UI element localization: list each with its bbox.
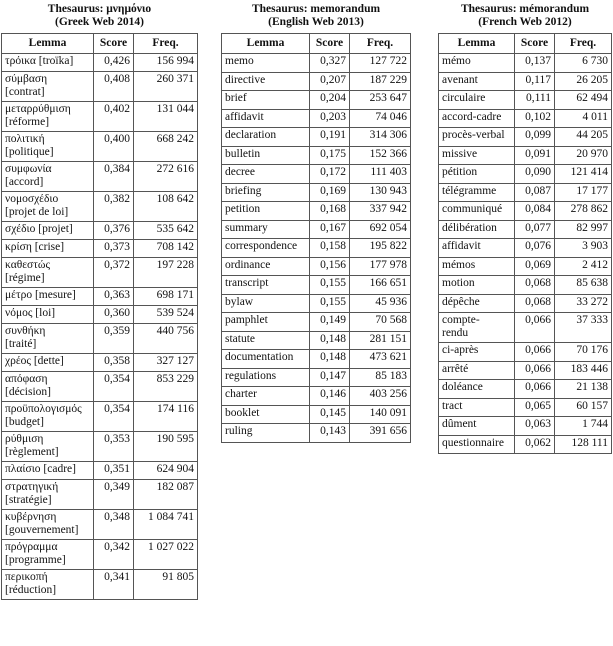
- table-row: [222, 405, 411, 424]
- lemma-cell: procès-verbal: [439, 128, 515, 147]
- freq-cell: 253 647: [350, 91, 411, 110]
- score-cell: 0,360: [94, 306, 134, 324]
- score-cell: 0,117: [515, 72, 555, 91]
- lemma-cell: compte- rendu: [439, 313, 515, 343]
- score-cell: 0,358: [94, 354, 134, 372]
- table-row: [439, 257, 612, 276]
- score-cell: 0,156: [310, 257, 350, 276]
- table-title-line1: Thesaurus: mémorandum: [460, 3, 590, 15]
- lemma-cell: transcript: [222, 276, 310, 295]
- score-cell: 0,069: [515, 257, 555, 276]
- table-row: [2, 306, 198, 324]
- freq-cell: 166 651: [350, 276, 411, 295]
- lemma-cell: tract: [439, 398, 515, 417]
- table-title-line2: (Greek Web 2014): [54, 16, 144, 28]
- freq-cell: 70 568: [350, 313, 411, 332]
- score-cell: 0,065: [515, 398, 555, 417]
- column-header-freq: Freq.: [555, 34, 612, 54]
- table-row: [222, 54, 411, 73]
- lemma-cell: délibération: [439, 220, 515, 239]
- lemma-cell: χρέος [dette]: [2, 354, 94, 372]
- table-row: [222, 424, 411, 443]
- lemma-cell: communiqué: [439, 202, 515, 221]
- score-cell: 0,158: [310, 239, 350, 258]
- table-row: [439, 313, 612, 343]
- freq-cell: 82 997: [555, 220, 612, 239]
- score-cell: 0,146: [310, 387, 350, 406]
- lemma-cell: avenant: [439, 72, 515, 91]
- freq-cell: 140 091: [350, 405, 411, 424]
- table-row: [439, 128, 612, 147]
- score-cell: 0,349: [94, 480, 134, 510]
- table-row: [2, 72, 198, 102]
- score-cell: 0,373: [94, 240, 134, 258]
- freq-cell: 391 656: [350, 424, 411, 443]
- freq-cell: 278 862: [555, 202, 612, 221]
- freq-cell: 708 142: [134, 240, 198, 258]
- table-row: [222, 72, 411, 91]
- table-row: [222, 109, 411, 128]
- score-cell: 0,155: [310, 294, 350, 313]
- lemma-cell: καθεστώς [régime]: [2, 258, 94, 288]
- table-title: [221, 1, 411, 33]
- score-cell: 0,351: [94, 462, 134, 480]
- header-row: [439, 34, 612, 54]
- table-row: [222, 239, 411, 258]
- table-body: [222, 54, 411, 443]
- score-cell: 0,168: [310, 202, 350, 221]
- lemma-cell: documentation: [222, 350, 310, 369]
- table-row: [439, 380, 612, 399]
- score-cell: 0,062: [515, 435, 555, 454]
- lemma-cell: decree: [222, 165, 310, 184]
- score-cell: 0,400: [94, 132, 134, 162]
- lemma-cell: questionnaire: [439, 435, 515, 454]
- score-cell: 0,359: [94, 324, 134, 354]
- table-row: [2, 402, 198, 432]
- freq-cell: 195 822: [350, 239, 411, 258]
- table-row: [2, 132, 198, 162]
- freq-cell: 121 414: [555, 165, 612, 184]
- lemma-cell: motion: [439, 276, 515, 295]
- table-row: [2, 54, 198, 72]
- score-cell: 0,155: [310, 276, 350, 295]
- freq-cell: 3 903: [555, 239, 612, 258]
- freq-cell: 272 616: [134, 162, 198, 192]
- freq-cell: 1 084 741: [134, 510, 198, 540]
- lemma-cell: doléance: [439, 380, 515, 399]
- freq-cell: 624 904: [134, 462, 198, 480]
- score-cell: 0,348: [94, 510, 134, 540]
- score-cell: 0,402: [94, 102, 134, 132]
- freq-cell: 1 744: [555, 417, 612, 436]
- lemma-cell: mémo: [439, 54, 515, 73]
- freq-cell: 2 412: [555, 257, 612, 276]
- table-row: [2, 372, 198, 402]
- lemma-cell: πολιτική [politique]: [2, 132, 94, 162]
- lemma-cell: απόφαση [décision]: [2, 372, 94, 402]
- lemma-cell: ρύθμιση [règlement]: [2, 432, 94, 462]
- freq-cell: 440 756: [134, 324, 198, 354]
- score-cell: 0,099: [515, 128, 555, 147]
- freq-cell: 327 127: [134, 354, 198, 372]
- table-row: [2, 102, 198, 132]
- freq-cell: 260 371: [134, 72, 198, 102]
- score-cell: 0,087: [515, 183, 555, 202]
- table-row: [222, 368, 411, 387]
- score-cell: 0,172: [310, 165, 350, 184]
- table-row: [439, 239, 612, 258]
- lemma-cell: arrêté: [439, 361, 515, 380]
- freq-cell: 853 229: [134, 372, 198, 402]
- header-row: [2, 34, 198, 54]
- lemma-cell: περικοπή [réduction]: [2, 570, 94, 600]
- score-cell: 0,149: [310, 313, 350, 332]
- lemma-cell: κυβέρνηση [gouvernement]: [2, 510, 94, 540]
- freq-cell: 539 524: [134, 306, 198, 324]
- thesaurus-table-english: [221, 1, 411, 443]
- freq-cell: 131 044: [134, 102, 198, 132]
- lemma-cell: summary: [222, 220, 310, 239]
- freq-cell: 182 087: [134, 480, 198, 510]
- table-row: [222, 91, 411, 110]
- lemma-cell: τρόικα [troïka]: [2, 54, 94, 72]
- lemma-cell: brief: [222, 91, 310, 110]
- score-cell: 0,426: [94, 54, 134, 72]
- lemma-cell: briefing: [222, 183, 310, 202]
- lemma-cell: accord-cadre: [439, 109, 515, 128]
- freq-cell: 190 595: [134, 432, 198, 462]
- lemma-cell: pamphlet: [222, 313, 310, 332]
- table-row: [222, 276, 411, 295]
- lemma-cell: πρόγραμμα [programme]: [2, 540, 94, 570]
- score-cell: 0,091: [515, 146, 555, 165]
- table-row: [222, 294, 411, 313]
- freq-cell: 17 177: [555, 183, 612, 202]
- freq-cell: 26 205: [555, 72, 612, 91]
- score-cell: 0,175: [310, 146, 350, 165]
- column-header-lemma: Lemma: [439, 34, 515, 54]
- lemma-cell: booklet: [222, 405, 310, 424]
- column-header-lemma: Lemma: [2, 34, 94, 54]
- freq-cell: 187 229: [350, 72, 411, 91]
- table-row: [2, 480, 198, 510]
- freq-cell: 74 046: [350, 109, 411, 128]
- lemma-cell: κρίση [crise]: [2, 240, 94, 258]
- table-row: [439, 183, 612, 202]
- column-header-score: Score: [94, 34, 134, 54]
- freq-cell: 85 638: [555, 276, 612, 295]
- score-cell: 0,363: [94, 288, 134, 306]
- freq-cell: 314 306: [350, 128, 411, 147]
- freq-cell: 698 171: [134, 288, 198, 306]
- score-cell: 0,376: [94, 222, 134, 240]
- lemma-cell: charter: [222, 387, 310, 406]
- table-row: [2, 354, 198, 372]
- freq-cell: 45 936: [350, 294, 411, 313]
- table-title-line1: Thesaurus: memorandum: [251, 3, 381, 15]
- header-row: [222, 34, 411, 54]
- lemma-cell: mémos: [439, 257, 515, 276]
- freq-cell: 33 272: [555, 294, 612, 313]
- table-row: [2, 432, 198, 462]
- table-row: [2, 258, 198, 288]
- column-header-score: Score: [310, 34, 350, 54]
- table-row: [2, 324, 198, 354]
- freq-cell: 85 183: [350, 368, 411, 387]
- lemma-cell: pétition: [439, 165, 515, 184]
- score-cell: 0,384: [94, 162, 134, 192]
- freq-cell: 156 994: [134, 54, 198, 72]
- lemma-cell: bulletin: [222, 146, 310, 165]
- lemma-cell: σχέδιο [projet]: [2, 222, 94, 240]
- table-row: [439, 361, 612, 380]
- thesaurus-table-french: [438, 1, 612, 454]
- lemma-cell: συμφωνία [accord]: [2, 162, 94, 192]
- table-body: [439, 54, 612, 454]
- table-row: [222, 387, 411, 406]
- table-row: [222, 146, 411, 165]
- lemma-cell: πλαίσιο [cadre]: [2, 462, 94, 480]
- score-cell: 0,076: [515, 239, 555, 258]
- table-row: [2, 192, 198, 222]
- score-cell: 0,102: [515, 109, 555, 128]
- score-cell: 0,145: [310, 405, 350, 424]
- table-row: [2, 462, 198, 480]
- table-row: [222, 350, 411, 369]
- table-row: [2, 240, 198, 258]
- freq-cell: 111 403: [350, 165, 411, 184]
- table-row: [222, 128, 411, 147]
- score-cell: 0,111: [515, 91, 555, 110]
- freq-cell: 473 621: [350, 350, 411, 369]
- score-cell: 0,342: [94, 540, 134, 570]
- lemma-cell: νομοσχέδιο [projet de loi]: [2, 192, 94, 222]
- score-cell: 0,204: [310, 91, 350, 110]
- freq-cell: 152 366: [350, 146, 411, 165]
- freq-cell: 281 151: [350, 331, 411, 350]
- table-row: [222, 202, 411, 221]
- lemma-cell: télégramme: [439, 183, 515, 202]
- table-row: [2, 570, 198, 600]
- table-row: [439, 435, 612, 454]
- lemma-cell: circulaire: [439, 91, 515, 110]
- lemma-cell: μεταρρύθμιση [réforme]: [2, 102, 94, 132]
- score-cell: 0,066: [515, 343, 555, 362]
- freq-cell: 4 011: [555, 109, 612, 128]
- lemma-cell: ci-après: [439, 343, 515, 362]
- table-row: [439, 91, 612, 110]
- freq-cell: 337 942: [350, 202, 411, 221]
- lemma-cell: προϋπολογισμός [budget]: [2, 402, 94, 432]
- score-cell: 0,207: [310, 72, 350, 91]
- score-cell: 0,147: [310, 368, 350, 387]
- lemma-cell: μέτρο [mesure]: [2, 288, 94, 306]
- score-cell: 0,148: [310, 350, 350, 369]
- freq-cell: 183 446: [555, 361, 612, 380]
- table-row: [439, 276, 612, 295]
- score-cell: 0,063: [515, 417, 555, 436]
- score-cell: 0,143: [310, 424, 350, 443]
- score-cell: 0,327: [310, 54, 350, 73]
- lemma-cell: στρατηγική [stratégie]: [2, 480, 94, 510]
- table-row: [439, 146, 612, 165]
- table-title-line2: (French Web 2012): [478, 16, 572, 28]
- freq-cell: 127 722: [350, 54, 411, 73]
- freq-cell: 403 256: [350, 387, 411, 406]
- lemma-cell: dûment: [439, 417, 515, 436]
- table-row: [222, 220, 411, 239]
- lemma-cell: νόμος [loi]: [2, 306, 94, 324]
- table-row: [222, 165, 411, 184]
- table-body: [2, 54, 198, 600]
- score-cell: 0,354: [94, 402, 134, 432]
- table-row: [222, 331, 411, 350]
- lemma-cell: affidavit: [222, 109, 310, 128]
- lemma-cell: affidavit: [439, 239, 515, 258]
- column-header-lemma: Lemma: [222, 34, 310, 54]
- column-header-score: Score: [515, 34, 555, 54]
- score-cell: 0,137: [515, 54, 555, 73]
- freq-cell: 668 242: [134, 132, 198, 162]
- score-cell: 0,353: [94, 432, 134, 462]
- lemma-cell: missive: [439, 146, 515, 165]
- table-title: [1, 1, 198, 33]
- table-row: [222, 313, 411, 332]
- table-title-line1: Thesaurus: μνημόνιο: [47, 3, 152, 15]
- freq-cell: 108 642: [134, 192, 198, 222]
- lemma-cell: ordinance: [222, 257, 310, 276]
- freq-cell: 62 494: [555, 91, 612, 110]
- score-cell: 0,354: [94, 372, 134, 402]
- lemma-cell: directive: [222, 72, 310, 91]
- score-cell: 0,341: [94, 570, 134, 600]
- freq-cell: 20 970: [555, 146, 612, 165]
- table-row: [2, 222, 198, 240]
- freq-cell: 60 157: [555, 398, 612, 417]
- table-row: [439, 417, 612, 436]
- freq-cell: 1 027 022: [134, 540, 198, 570]
- lemma-cell: σύμβαση [contrat]: [2, 72, 94, 102]
- lemma-cell: statute: [222, 331, 310, 350]
- table-row: [2, 540, 198, 570]
- lemma-cell: memo: [222, 54, 310, 73]
- table-row: [2, 162, 198, 192]
- lemma-cell: correspondence: [222, 239, 310, 258]
- table-row: [2, 288, 198, 306]
- table-row: [222, 257, 411, 276]
- score-cell: 0,077: [515, 220, 555, 239]
- freq-cell: 21 138: [555, 380, 612, 399]
- freq-cell: 130 943: [350, 183, 411, 202]
- freq-cell: 197 228: [134, 258, 198, 288]
- thesaurus-table-greek: [1, 1, 198, 600]
- score-cell: 0,382: [94, 192, 134, 222]
- freq-cell: 535 642: [134, 222, 198, 240]
- score-cell: 0,372: [94, 258, 134, 288]
- table-row: [439, 398, 612, 417]
- table-row: [439, 72, 612, 91]
- freq-cell: 37 333: [555, 313, 612, 343]
- table-row: [2, 510, 198, 540]
- score-cell: 0,191: [310, 128, 350, 147]
- score-cell: 0,068: [515, 276, 555, 295]
- lemma-cell: declaration: [222, 128, 310, 147]
- column-header-freq: Freq.: [350, 34, 411, 54]
- freq-cell: 177 978: [350, 257, 411, 276]
- score-cell: 0,066: [515, 313, 555, 343]
- freq-cell: 692 054: [350, 220, 411, 239]
- lemma-cell: ruling: [222, 424, 310, 443]
- score-cell: 0,169: [310, 183, 350, 202]
- table-row: [439, 294, 612, 313]
- freq-cell: 174 116: [134, 402, 198, 432]
- table-row: [439, 220, 612, 239]
- table-title-line2: (English Web 2013): [268, 16, 364, 28]
- freq-cell: 91 805: [134, 570, 198, 600]
- score-cell: 0,148: [310, 331, 350, 350]
- score-cell: 0,167: [310, 220, 350, 239]
- table-row: [439, 202, 612, 221]
- lemma-cell: dépêche: [439, 294, 515, 313]
- lemma-cell: petition: [222, 202, 310, 221]
- score-cell: 0,084: [515, 202, 555, 221]
- score-cell: 0,090: [515, 165, 555, 184]
- table-title: [438, 1, 612, 33]
- table-row: [439, 343, 612, 362]
- lemma-cell: bylaw: [222, 294, 310, 313]
- freq-cell: 6 730: [555, 54, 612, 73]
- column-header-freq: Freq.: [134, 34, 198, 54]
- freq-cell: 70 176: [555, 343, 612, 362]
- table-row: [222, 183, 411, 202]
- freq-cell: 128 111: [555, 435, 612, 454]
- freq-cell: 44 205: [555, 128, 612, 147]
- score-cell: 0,408: [94, 72, 134, 102]
- score-cell: 0,203: [310, 109, 350, 128]
- score-cell: 0,068: [515, 294, 555, 313]
- score-cell: 0,066: [515, 380, 555, 399]
- table-row: [439, 54, 612, 73]
- lemma-cell: regulations: [222, 368, 310, 387]
- score-cell: 0,066: [515, 361, 555, 380]
- table-row: [439, 165, 612, 184]
- table-row: [439, 109, 612, 128]
- lemma-cell: συνθήκη [traité]: [2, 324, 94, 354]
